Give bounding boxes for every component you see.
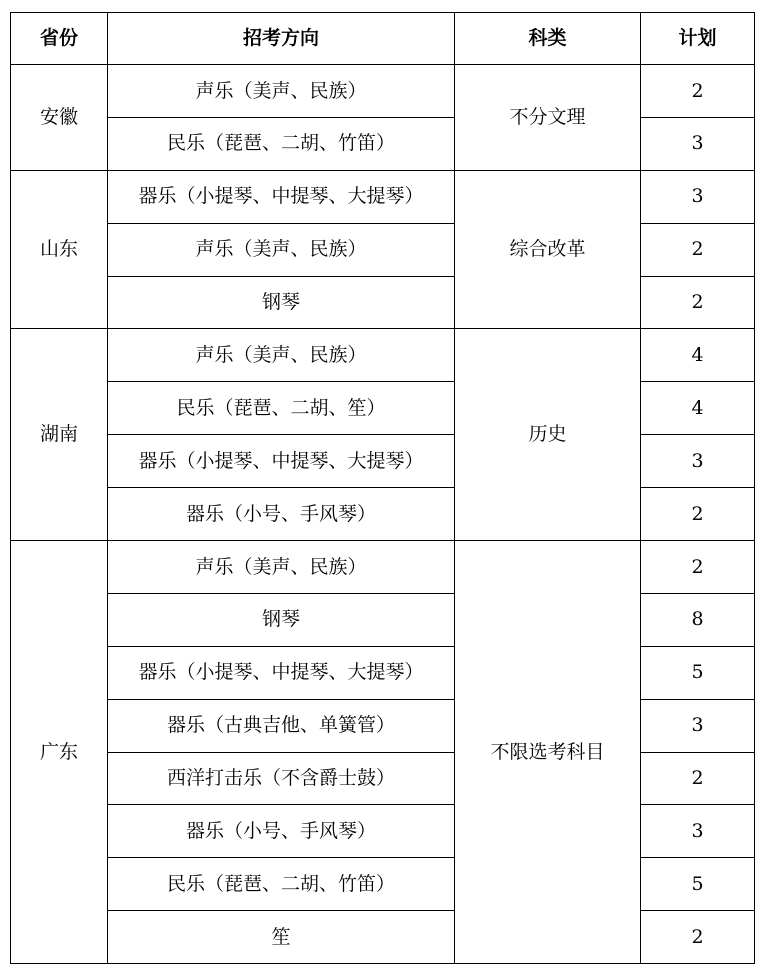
plan-cell: 3 xyxy=(641,699,755,752)
table-row xyxy=(11,223,755,276)
enrollment-plan-table xyxy=(10,12,755,964)
plan-cell: 2 xyxy=(641,223,755,276)
direction-cell: 声乐（美声、民族） xyxy=(108,65,455,118)
table-row xyxy=(11,805,755,858)
province-cell: 湖南 xyxy=(11,329,108,541)
province-cell: 广东 xyxy=(11,541,108,964)
plan-cell: 4 xyxy=(641,329,755,382)
header-row xyxy=(11,13,755,65)
table-row xyxy=(11,170,755,223)
table-row xyxy=(11,117,755,170)
province-cell: 山东 xyxy=(11,170,108,329)
table-row xyxy=(11,646,755,699)
table-row xyxy=(11,699,755,752)
table-body xyxy=(11,65,755,964)
category-cell: 不限选考科目 xyxy=(455,541,641,964)
header-category: 科类 xyxy=(455,13,641,65)
direction-cell: 钢琴 xyxy=(108,593,455,646)
direction-cell: 器乐（小提琴、中提琴、大提琴） xyxy=(108,435,455,488)
table-row xyxy=(11,276,755,329)
plan-cell: 5 xyxy=(641,646,755,699)
plan-cell: 2 xyxy=(641,488,755,541)
table-row xyxy=(11,593,755,646)
plan-cell: 5 xyxy=(641,858,755,911)
plan-cell: 2 xyxy=(641,541,755,594)
plan-cell: 2 xyxy=(641,752,755,805)
header-province: 省份 xyxy=(11,13,108,65)
header-direction: 招考方向 xyxy=(108,13,455,65)
table-row xyxy=(11,435,755,488)
direction-cell: 器乐（小号、手风琴） xyxy=(108,488,455,541)
plan-cell: 2 xyxy=(641,911,755,964)
direction-cell: 器乐（古典吉他、单簧管） xyxy=(108,699,455,752)
province-cell: 安徽 xyxy=(11,65,108,171)
table-row xyxy=(11,858,755,911)
direction-cell: 声乐（美声、民族） xyxy=(108,329,455,382)
direction-cell: 声乐（美声、民族） xyxy=(108,541,455,594)
table-row xyxy=(11,65,755,118)
plan-cell: 3 xyxy=(641,170,755,223)
category-cell: 不分文理 xyxy=(455,65,641,171)
plan-cell: 3 xyxy=(641,435,755,488)
direction-cell: 民乐（琵琶、二胡、竹笛） xyxy=(108,117,455,170)
plan-cell: 3 xyxy=(641,805,755,858)
direction-cell: 器乐（小提琴、中提琴、大提琴） xyxy=(108,170,455,223)
direction-cell: 笙 xyxy=(108,911,455,964)
category-cell: 综合改革 xyxy=(455,170,641,329)
table-row xyxy=(11,752,755,805)
table-row xyxy=(11,382,755,435)
direction-cell: 西洋打击乐（不含爵士鼓） xyxy=(108,752,455,805)
table-row xyxy=(11,488,755,541)
direction-cell: 民乐（琵琶、二胡、竹笛） xyxy=(108,858,455,911)
direction-cell: 器乐（小提琴、中提琴、大提琴） xyxy=(108,646,455,699)
direction-cell: 声乐（美声、民族） xyxy=(108,223,455,276)
plan-cell: 4 xyxy=(641,382,755,435)
plan-cell: 2 xyxy=(641,276,755,329)
plan-cell: 2 xyxy=(641,65,755,118)
direction-cell: 器乐（小号、手风琴） xyxy=(108,805,455,858)
plan-cell: 3 xyxy=(641,117,755,170)
table-header xyxy=(11,13,755,65)
header-plan: 计划 xyxy=(641,13,755,65)
direction-cell: 钢琴 xyxy=(108,276,455,329)
direction-cell: 民乐（琵琶、二胡、笙） xyxy=(108,382,455,435)
category-cell: 历史 xyxy=(455,329,641,541)
table-row xyxy=(11,911,755,964)
plan-cell: 8 xyxy=(641,593,755,646)
table-row xyxy=(11,541,755,594)
table-row xyxy=(11,329,755,382)
